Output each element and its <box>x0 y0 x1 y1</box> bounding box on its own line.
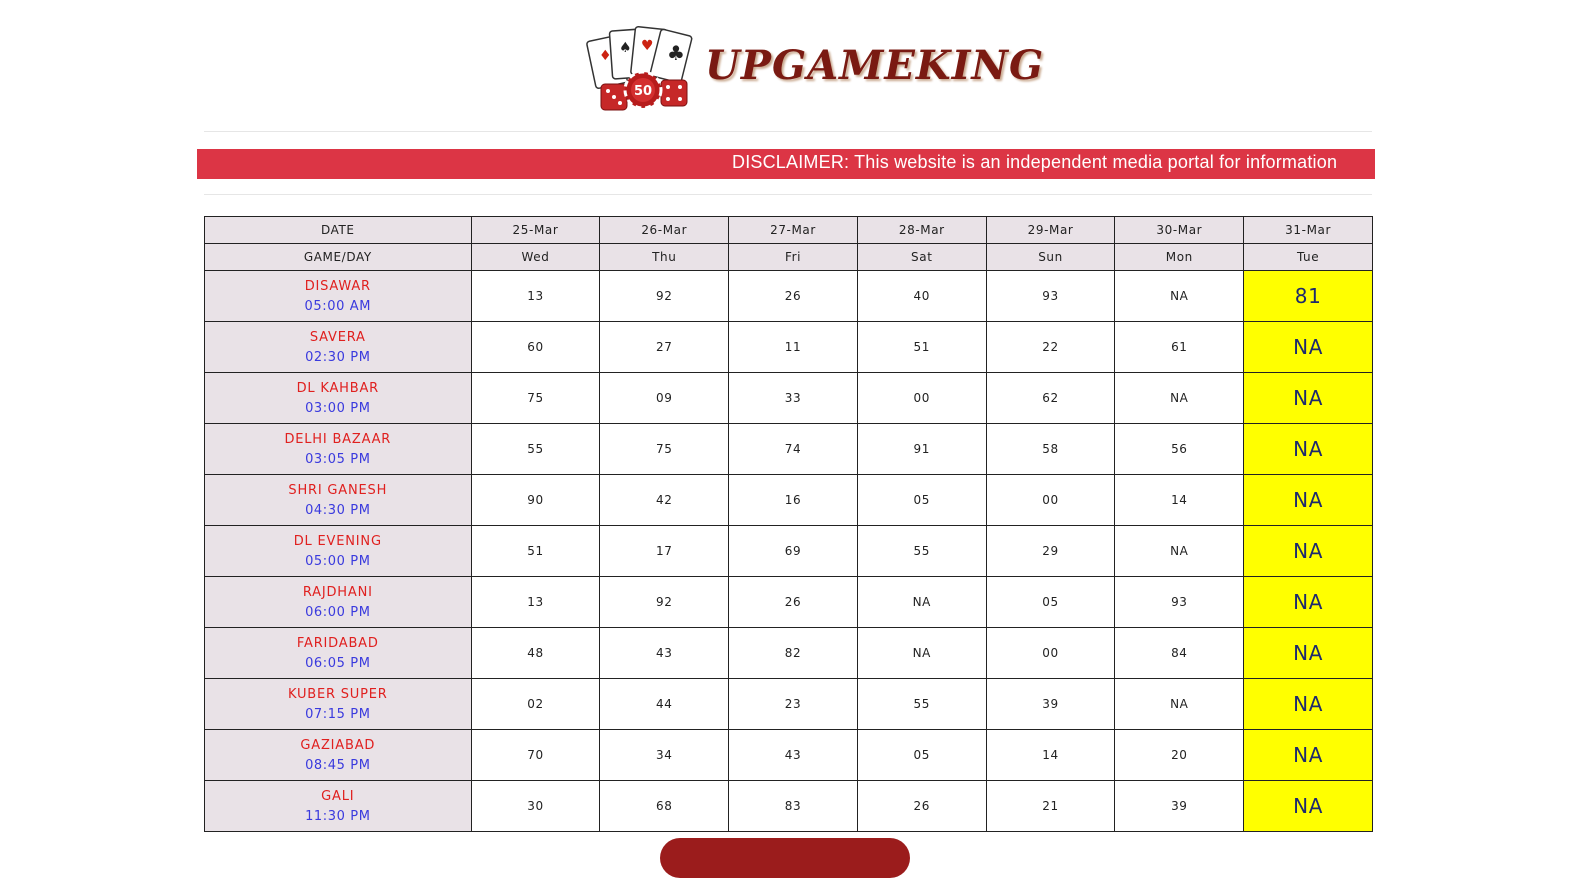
site-logo[interactable] <box>583 20 1045 115</box>
day-header-label: GAME/DAY <box>205 244 472 271</box>
date-header-label: DATE <box>205 217 472 244</box>
result-cell: 00 <box>986 475 1115 526</box>
game-time: 08:45 PM <box>305 757 371 773</box>
result-cell: 69 <box>729 526 858 577</box>
column-day: Fri <box>729 244 858 271</box>
result-cell: 20 <box>1115 730 1244 781</box>
day-header-row <box>205 244 1373 271</box>
column-date: 26-Mar <box>600 217 729 244</box>
column-day: Sun <box>986 244 1115 271</box>
game-time: 11:30 PM <box>305 808 371 824</box>
svg-text:♦: ♦ <box>599 48 612 64</box>
result-cell: NA <box>857 628 986 679</box>
result-cell: NA <box>1115 526 1244 577</box>
result-cell: 55 <box>471 424 600 475</box>
result-cell: 02 <box>471 679 600 730</box>
result-cell: 51 <box>857 322 986 373</box>
result-cell: 22 <box>986 322 1115 373</box>
result-cell: 26 <box>729 271 858 322</box>
result-cell: 58 <box>986 424 1115 475</box>
column-date: 29-Mar <box>986 217 1115 244</box>
result-cell: 13 <box>471 577 600 628</box>
result-cell: 56 <box>1115 424 1244 475</box>
result-cell: NA <box>1115 271 1244 322</box>
result-cell: 11 <box>729 322 858 373</box>
table-row <box>205 271 1373 322</box>
result-cell: 27 <box>600 322 729 373</box>
result-cell: 84 <box>1115 628 1244 679</box>
game-cell <box>205 322 472 373</box>
game-name: DL EVENING <box>293 533 382 549</box>
game-cell <box>205 271 472 322</box>
result-cell: 75 <box>471 373 600 424</box>
result-cell: 29 <box>986 526 1115 577</box>
table-row <box>205 781 1373 832</box>
result-cell: 13 <box>471 271 600 322</box>
result-cell: 51 <box>471 526 600 577</box>
table-row <box>205 322 1373 373</box>
result-cell: NA <box>857 577 986 628</box>
result-cell: 92 <box>600 271 729 322</box>
game-cell <box>205 526 472 577</box>
result-cell: 93 <box>1115 577 1244 628</box>
today-result-cell: NA <box>1244 628 1373 679</box>
result-cell: 48 <box>471 628 600 679</box>
result-cell: 21 <box>986 781 1115 832</box>
result-cell: NA <box>1115 373 1244 424</box>
result-cell: NA <box>1115 679 1244 730</box>
game-time: 05:00 PM <box>305 553 371 569</box>
result-cell: 05 <box>986 577 1115 628</box>
table-row <box>205 526 1373 577</box>
result-cell: 82 <box>729 628 858 679</box>
result-cell: 00 <box>857 373 986 424</box>
game-cell <box>205 577 472 628</box>
disclaimer-banner <box>197 149 1375 179</box>
result-cell: 44 <box>600 679 729 730</box>
result-cell: 39 <box>986 679 1115 730</box>
results-body <box>205 271 1373 832</box>
game-cell <box>205 730 472 781</box>
today-result-cell: NA <box>1244 679 1373 730</box>
today-result-cell: NA <box>1244 373 1373 424</box>
table-row <box>205 577 1373 628</box>
game-name: DELHI BAZAAR <box>284 431 392 447</box>
more-results-button[interactable] <box>660 838 910 878</box>
result-cell: 74 <box>729 424 858 475</box>
results-table <box>204 216 1373 832</box>
table-row <box>205 373 1373 424</box>
result-cell: 43 <box>729 730 858 781</box>
result-cell: 34 <box>600 730 729 781</box>
brand-name: UPGAMEKING <box>705 42 1045 89</box>
svg-text:♥: ♥ <box>641 38 654 54</box>
result-cell: 17 <box>600 526 729 577</box>
result-cell: 70 <box>471 730 600 781</box>
result-cell: 39 <box>1115 781 1244 832</box>
result-cell: 43 <box>600 628 729 679</box>
game-name: KUBER SUPER <box>287 686 388 702</box>
game-name: GAZIABAD <box>300 737 376 753</box>
today-result-cell: NA <box>1244 322 1373 373</box>
table-row <box>205 730 1373 781</box>
game-name: DISAWAR <box>304 278 371 294</box>
today-result-cell: NA <box>1244 475 1373 526</box>
disclaimer-text: DISCLAIMER: This website is an independent media portal for information <box>732 152 1338 172</box>
result-cell: 05 <box>857 475 986 526</box>
result-cell: 23 <box>729 679 858 730</box>
table-row <box>205 679 1373 730</box>
result-cell: 62 <box>986 373 1115 424</box>
column-day: Thu <box>600 244 729 271</box>
result-cell: 60 <box>471 322 600 373</box>
date-header-row <box>205 217 1373 244</box>
result-cell: 26 <box>729 577 858 628</box>
column-date: 30-Mar <box>1115 217 1244 244</box>
game-time: 03:05 PM <box>305 451 371 467</box>
svg-text:♣: ♣ <box>667 41 685 65</box>
column-date: 31-Mar <box>1244 217 1373 244</box>
result-cell: 75 <box>600 424 729 475</box>
result-cell: 30 <box>471 781 600 832</box>
column-day: Mon <box>1115 244 1244 271</box>
game-name: GALI <box>321 788 355 804</box>
game-name: FARIDABAD <box>296 635 379 651</box>
result-cell: 40 <box>857 271 986 322</box>
column-date: 28-Mar <box>857 217 986 244</box>
today-result-cell: NA <box>1244 424 1373 475</box>
game-cell <box>205 781 472 832</box>
game-cell <box>205 373 472 424</box>
table-row <box>205 628 1373 679</box>
column-day: Tue <box>1244 244 1373 271</box>
game-cell <box>205 475 472 526</box>
result-cell: 91 <box>857 424 986 475</box>
today-result-cell: NA <box>1244 730 1373 781</box>
game-name: DL KAHBAR <box>296 380 379 396</box>
result-cell: 61 <box>1115 322 1244 373</box>
game-name: SHRI GANESH <box>288 482 388 498</box>
game-time: 06:05 PM <box>305 655 371 671</box>
result-cell: 42 <box>600 475 729 526</box>
game-cell <box>205 679 472 730</box>
column-day: Sat <box>857 244 986 271</box>
today-result-cell: NA <box>1244 577 1373 628</box>
game-name: SAVERA <box>309 329 366 345</box>
result-cell: 05 <box>857 730 986 781</box>
today-result-cell: 81 <box>1244 271 1373 322</box>
cards-dice-logo-icon <box>583 20 703 115</box>
game-cell <box>205 424 472 475</box>
game-time: 05:00 AM <box>304 298 372 314</box>
column-date: 25-Mar <box>471 217 600 244</box>
today-result-cell: NA <box>1244 526 1373 577</box>
game-time: 03:00 PM <box>305 400 371 416</box>
result-cell: 93 <box>986 271 1115 322</box>
game-time: 06:00 PM <box>305 604 371 620</box>
table-row <box>205 475 1373 526</box>
result-cell: 33 <box>729 373 858 424</box>
game-name: RAJDHANI <box>302 584 373 600</box>
result-cell: 92 <box>600 577 729 628</box>
result-cell: 26 <box>857 781 986 832</box>
result-cell: 14 <box>986 730 1115 781</box>
result-cell: 83 <box>729 781 858 832</box>
column-day: Wed <box>471 244 600 271</box>
table-row <box>205 424 1373 475</box>
result-cell: 68 <box>600 781 729 832</box>
result-cell: 09 <box>600 373 729 424</box>
game-cell <box>205 628 472 679</box>
game-time: 04:30 PM <box>305 502 371 518</box>
game-time: 02:30 PM <box>305 349 371 365</box>
svg-text:♠: ♠ <box>619 40 632 56</box>
column-date: 27-Mar <box>729 217 858 244</box>
result-cell: 16 <box>729 475 858 526</box>
result-cell: 00 <box>986 628 1115 679</box>
result-cell: 55 <box>857 526 986 577</box>
divider <box>204 194 1372 195</box>
game-time: 07:15 PM <box>305 706 371 722</box>
chip-label: 50 <box>633 84 653 99</box>
result-cell: 14 <box>1115 475 1244 526</box>
divider <box>204 131 1372 132</box>
result-cell: 55 <box>857 679 986 730</box>
today-result-cell: NA <box>1244 781 1373 832</box>
result-cell: 90 <box>471 475 600 526</box>
